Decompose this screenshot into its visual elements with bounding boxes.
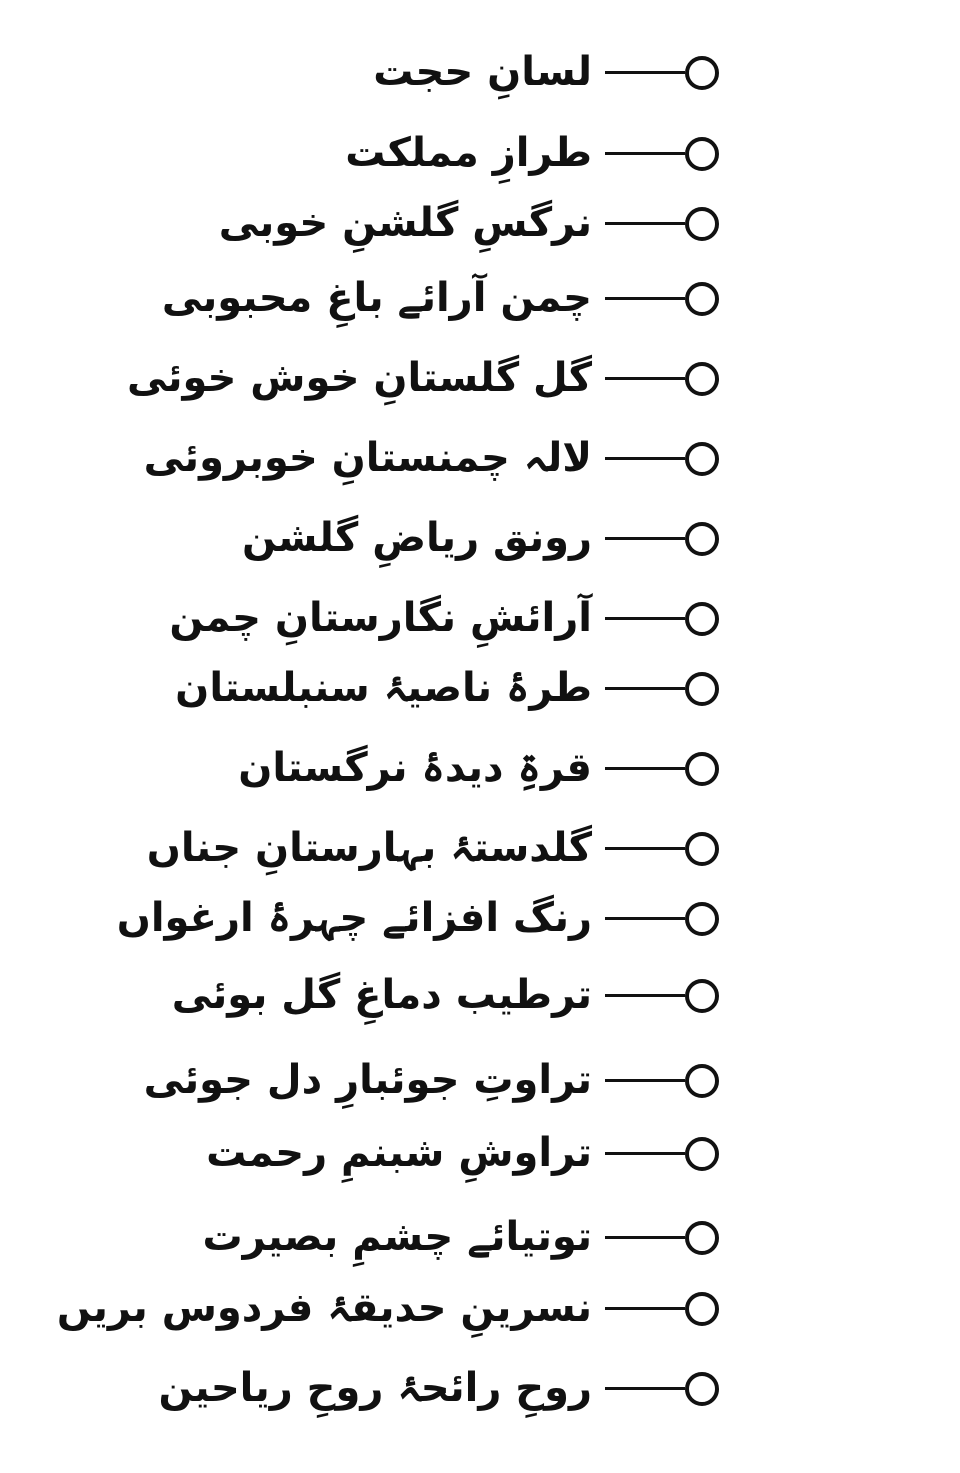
list-item-text: رونق ریاضِ گلشن — [242, 515, 592, 561]
circle-bullet-icon — [685, 672, 719, 706]
list-item-text: گل گلستانِ خوش خوئی — [126, 355, 592, 401]
leader-line — [605, 222, 685, 225]
list-item-text: قرۃِ دیدۂ نرگستان — [238, 745, 592, 791]
leader-line — [605, 994, 685, 997]
leader-line — [605, 917, 685, 920]
list-item — [0, 1040, 960, 1120]
leader-line — [605, 1387, 685, 1390]
list-item — [0, 955, 960, 1035]
circle-bullet-icon — [685, 207, 719, 241]
list-item-text: نرگسِ گلشنِ خوبی — [218, 200, 592, 246]
list-item — [0, 1113, 960, 1193]
leader-line — [605, 71, 685, 74]
list-item-text: چمن آرائے باغِ محبوبی — [161, 275, 592, 321]
leader-line — [605, 1307, 685, 1310]
list-item-text: گلدستۂ بہارستانِ جناں — [146, 825, 592, 871]
list-item-text: نسرینِ حدیقۂ فردوس بریں — [56, 1285, 592, 1331]
circle-bullet-icon — [685, 522, 719, 556]
list-item — [0, 578, 960, 658]
leader-line — [605, 617, 685, 620]
leader-line — [605, 687, 685, 690]
list-item — [0, 113, 960, 193]
leader-line — [605, 1079, 685, 1082]
circle-bullet-icon — [685, 752, 719, 786]
list-item — [0, 183, 960, 263]
circle-bullet-icon — [685, 979, 719, 1013]
list-item-text: رنگ افزائے چہرۂ ارغواں — [116, 895, 592, 941]
circle-bullet-icon — [685, 1292, 719, 1326]
circle-bullet-icon — [685, 1372, 719, 1406]
list-item-text: توتیائے چشمِ بصیرت — [202, 1214, 592, 1260]
list-item — [0, 338, 960, 418]
leader-line — [605, 1152, 685, 1155]
leader-line — [605, 377, 685, 380]
list-item — [0, 878, 960, 958]
list-item — [0, 648, 960, 728]
circle-bullet-icon — [685, 1221, 719, 1255]
list-item-text: طرۂ ناصیۂ سنبلستان — [175, 665, 592, 711]
leader-line — [605, 767, 685, 770]
list-item-text: تراوشِ شبنمِ رحمت — [206, 1130, 592, 1176]
leader-line — [605, 847, 685, 850]
circle-bullet-icon — [685, 1064, 719, 1098]
leader-line — [605, 152, 685, 155]
list-item — [0, 32, 960, 112]
circle-bullet-icon — [685, 282, 719, 316]
list-item-text: لسانِ حجت — [373, 49, 592, 95]
circle-bullet-icon — [685, 832, 719, 866]
list-item-text: طرازِ مملکت — [345, 130, 592, 176]
list-item — [0, 1348, 960, 1428]
list-item — [0, 418, 960, 498]
list-item — [0, 728, 960, 808]
list-item-text: ترطیب دماغِ گل بوئی — [171, 972, 592, 1018]
leader-line — [605, 537, 685, 540]
circle-bullet-icon — [685, 902, 719, 936]
list-item-text: روحِ رائحۂ روحِ ریاحین — [158, 1365, 592, 1411]
circle-bullet-icon — [685, 442, 719, 476]
circle-bullet-icon — [685, 137, 719, 171]
circle-bullet-icon — [685, 602, 719, 636]
circle-bullet-icon — [685, 362, 719, 396]
list-item — [0, 1197, 960, 1277]
circle-bullet-icon — [685, 1137, 719, 1171]
list-item-text: لالہ چمنستانِ خوبروئی — [143, 435, 592, 481]
list-item — [0, 258, 960, 338]
list-item — [0, 808, 960, 888]
circle-bullet-icon — [685, 56, 719, 90]
list-item-text: تراوتِ جوئبارِ دل جوئی — [143, 1057, 592, 1103]
list-item — [0, 498, 960, 578]
list-item-text: آرائشِ نگارستانِ چمن — [169, 595, 592, 641]
leader-line — [605, 297, 685, 300]
leader-line — [605, 457, 685, 460]
list-item — [0, 1268, 960, 1348]
leader-line — [605, 1236, 685, 1239]
